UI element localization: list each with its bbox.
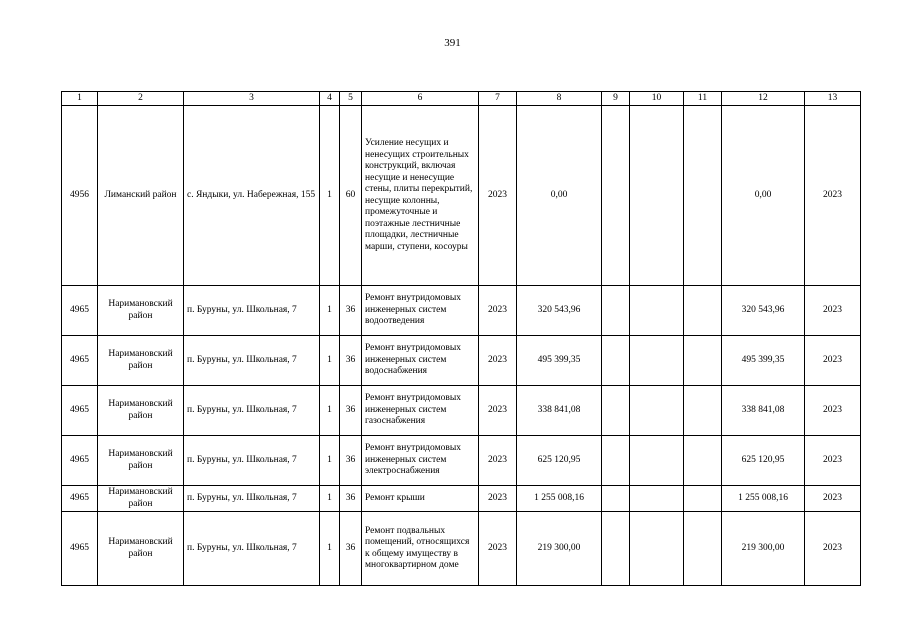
total-cost-cell: 0,00 bbox=[722, 106, 805, 286]
column-11-cell bbox=[684, 486, 722, 512]
cost-cell: 625 120,95 bbox=[517, 436, 602, 486]
column-10-cell bbox=[630, 512, 684, 586]
column-4-cell: 1 bbox=[320, 436, 340, 486]
year-cell: 2023 bbox=[479, 436, 517, 486]
column-4-cell: 1 bbox=[320, 286, 340, 336]
completion-year-cell: 2023 bbox=[805, 512, 861, 586]
work-type-cell: Ремонт крыши bbox=[362, 486, 479, 512]
column-5-cell: 60 bbox=[340, 106, 362, 286]
column-header: 12 bbox=[722, 92, 805, 106]
column-header: 2 bbox=[98, 92, 184, 106]
column-5-cell: 36 bbox=[340, 336, 362, 386]
total-cost-cell: 495 399,35 bbox=[722, 336, 805, 386]
district-cell: Наримановский район bbox=[98, 486, 184, 512]
column-header: 10 bbox=[630, 92, 684, 106]
year-cell: 2023 bbox=[479, 512, 517, 586]
column-10-cell bbox=[630, 106, 684, 286]
address-cell: п. Буруны, ул. Школьная, 7 bbox=[184, 436, 320, 486]
cost-cell: 219 300,00 bbox=[517, 512, 602, 586]
address-cell: п. Буруны, ул. Школьная, 7 bbox=[184, 286, 320, 336]
object-code-cell: 4965 bbox=[62, 336, 98, 386]
column-11-cell bbox=[684, 286, 722, 336]
district-cell: Наримановский район bbox=[98, 336, 184, 386]
column-10-cell bbox=[630, 386, 684, 436]
work-type-cell: Ремонт внутридомовых инженерных систем водоснабжения bbox=[362, 336, 479, 386]
year-cell: 2023 bbox=[479, 386, 517, 436]
object-code-cell: 4965 bbox=[62, 436, 98, 486]
column-5-cell: 36 bbox=[340, 512, 362, 586]
column-header: 9 bbox=[602, 92, 630, 106]
column-5-cell: 36 bbox=[340, 286, 362, 336]
completion-year-cell: 2023 bbox=[805, 386, 861, 436]
address-cell: п. Буруны, ул. Школьная, 7 bbox=[184, 386, 320, 436]
table-row bbox=[62, 106, 861, 286]
column-11-cell bbox=[684, 512, 722, 586]
district-cell: Наримановский район bbox=[98, 512, 184, 586]
column-header: 7 bbox=[479, 92, 517, 106]
table-row bbox=[62, 286, 861, 336]
address-cell: с. Яндыки, ул. Набережная, 155 bbox=[184, 106, 320, 286]
column-9-cell bbox=[602, 386, 630, 436]
work-type-cell: Ремонт внутридомовых инженерных систем электроснабжения bbox=[362, 436, 479, 486]
cost-cell: 338 841,08 bbox=[517, 386, 602, 436]
column-9-cell bbox=[602, 512, 630, 586]
work-type-cell: Ремонт внутридомовых инженерных систем водоотведения bbox=[362, 286, 479, 336]
column-4-cell: 1 bbox=[320, 106, 340, 286]
work-type-cell: Ремонт подвальных помещений, относящихся к общему имуществу в многоквартирном доме bbox=[362, 512, 479, 586]
column-11-cell bbox=[684, 106, 722, 286]
total-cost-cell: 625 120,95 bbox=[722, 436, 805, 486]
column-9-cell bbox=[602, 336, 630, 386]
completion-year-cell: 2023 bbox=[805, 106, 861, 286]
column-header: 11 bbox=[684, 92, 722, 106]
year-cell: 2023 bbox=[479, 286, 517, 336]
table-row bbox=[62, 486, 861, 512]
column-5-cell: 36 bbox=[340, 436, 362, 486]
completion-year-cell: 2023 bbox=[805, 286, 861, 336]
column-11-cell bbox=[684, 336, 722, 386]
column-header: 5 bbox=[340, 92, 362, 106]
column-4-cell: 1 bbox=[320, 486, 340, 512]
completion-year-cell: 2023 bbox=[805, 336, 861, 386]
completion-year-cell: 2023 bbox=[805, 486, 861, 512]
table-row bbox=[62, 386, 861, 436]
address-cell: п. Буруны, ул. Школьная, 7 bbox=[184, 336, 320, 386]
total-cost-cell: 219 300,00 bbox=[722, 512, 805, 586]
cost-cell: 0,00 bbox=[517, 106, 602, 286]
cost-cell: 495 399,35 bbox=[517, 336, 602, 386]
object-code-cell: 4965 bbox=[62, 286, 98, 336]
column-9-cell bbox=[602, 106, 630, 286]
total-cost-cell: 320 543,96 bbox=[722, 286, 805, 336]
object-code-cell: 4965 bbox=[62, 486, 98, 512]
cost-cell: 1 255 008,16 bbox=[517, 486, 602, 512]
object-code-cell: 4956 bbox=[62, 106, 98, 286]
total-cost-cell: 338 841,08 bbox=[722, 386, 805, 436]
column-11-cell bbox=[684, 386, 722, 436]
district-cell: Наримановский район bbox=[98, 386, 184, 436]
column-9-cell bbox=[602, 286, 630, 336]
column-11-cell bbox=[684, 436, 722, 486]
table-row bbox=[62, 336, 861, 386]
column-10-cell bbox=[630, 286, 684, 336]
column-10-cell bbox=[630, 336, 684, 386]
completion-year-cell: 2023 bbox=[805, 436, 861, 486]
cost-cell: 320 543,96 bbox=[517, 286, 602, 336]
object-code-cell: 4965 bbox=[62, 512, 98, 586]
district-cell: Наримановский район bbox=[98, 436, 184, 486]
table-row bbox=[62, 436, 861, 486]
table-row bbox=[62, 512, 861, 586]
district-cell: Наримановский район bbox=[98, 286, 184, 336]
register-table bbox=[61, 91, 861, 586]
column-header: 1 bbox=[62, 92, 98, 106]
page-number: 391 bbox=[444, 37, 461, 49]
column-header: 3 bbox=[184, 92, 320, 106]
year-cell: 2023 bbox=[479, 486, 517, 512]
address-cell: п. Буруны, ул. Школьная, 7 bbox=[184, 512, 320, 586]
column-header: 4 bbox=[320, 92, 340, 106]
column-10-cell bbox=[630, 486, 684, 512]
column-4-cell: 1 bbox=[320, 386, 340, 436]
column-4-cell: 1 bbox=[320, 336, 340, 386]
address-cell: п. Буруны, ул. Школьная, 7 bbox=[184, 486, 320, 512]
district-cell: Лиманский район bbox=[98, 106, 184, 286]
column-5-cell: 36 bbox=[340, 486, 362, 512]
column-header: 13 bbox=[805, 92, 861, 106]
column-9-cell bbox=[602, 486, 630, 512]
header-row bbox=[62, 92, 861, 106]
column-10-cell bbox=[630, 436, 684, 486]
work-type-cell: Усиление несущих и ненесущих строительных конструкций, включая несущие и ненесущие стены, плиты перекрытий, несущие колонны, промежуточные и поэтажные лестничные площадки, лестничные марши, ступени, косоуры bbox=[362, 106, 479, 286]
column-4-cell: 1 bbox=[320, 512, 340, 586]
work-type-cell: Ремонт внутридомовых инженерных систем газоснабжения bbox=[362, 386, 479, 436]
object-code-cell: 4965 bbox=[62, 386, 98, 436]
total-cost-cell: 1 255 008,16 bbox=[722, 486, 805, 512]
column-9-cell bbox=[602, 436, 630, 486]
column-5-cell: 36 bbox=[340, 386, 362, 436]
year-cell: 2023 bbox=[479, 336, 517, 386]
column-header: 8 bbox=[517, 92, 602, 106]
year-cell: 2023 bbox=[479, 106, 517, 286]
column-header: 6 bbox=[362, 92, 479, 106]
